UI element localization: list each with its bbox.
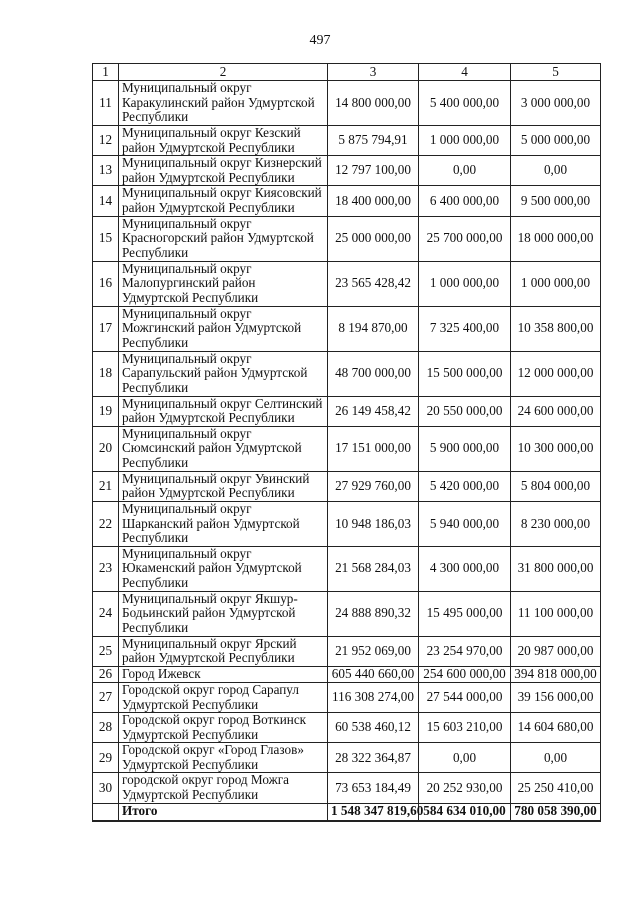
table-row [93, 396, 601, 426]
municipality-name: Муниципальный округ Юкаменский район Удмуртской Республики [119, 546, 328, 591]
row-number: 27 [93, 682, 119, 712]
table-row [93, 743, 601, 773]
amount-col4: 5 400 000,00 [419, 81, 511, 126]
amount-col3: 14 800 000,00 [328, 81, 419, 126]
table-row [93, 216, 601, 261]
amount-col3: 60 538 460,12 [328, 713, 419, 743]
amount-col3: 23 565 428,42 [328, 261, 419, 306]
amount-col3: 28 322 364,87 [328, 743, 419, 773]
amount-col3: 73 653 184,49 [328, 773, 419, 803]
table-row [93, 713, 601, 743]
municipality-name: Муниципальный округ Киясовский район Удмуртской Республики [119, 186, 328, 216]
municipality-name: Муниципальный округ Сюмсинский район Удмуртской Республики [119, 426, 328, 471]
amount-col4: 0,00 [419, 156, 511, 186]
amount-col3: 21 952 069,00 [328, 636, 419, 666]
budget-allocation-table [92, 63, 601, 822]
row-number: 20 [93, 426, 119, 471]
row-number: 25 [93, 636, 119, 666]
total-col5: 780 058 390,00 [511, 803, 601, 821]
amount-col5: 9 500 000,00 [511, 186, 601, 216]
row-number: 14 [93, 186, 119, 216]
row-number: 18 [93, 351, 119, 396]
amount-col5: 39 156 000,00 [511, 682, 601, 712]
total-row [93, 803, 601, 821]
municipality-name: Муниципальный округ Можгинский район Удмуртской Республики [119, 306, 328, 351]
table-row [93, 666, 601, 682]
municipality-name: Городской округ город Воткинск Удмуртской Республики [119, 713, 328, 743]
amount-col5: 10 358 800,00 [511, 306, 601, 351]
amount-col4: 7 325 400,00 [419, 306, 511, 351]
amount-col5: 1 000 000,00 [511, 261, 601, 306]
municipality-name: Муниципальный округ Красногорский район Удмуртской Республики [119, 216, 328, 261]
table-row [93, 261, 601, 306]
column-header-1: 1 [93, 64, 119, 81]
page-number: 497 [309, 33, 331, 48]
amount-col3: 48 700 000,00 [328, 351, 419, 396]
column-header-4: 4 [419, 64, 511, 81]
amount-col5: 8 230 000,00 [511, 501, 601, 546]
total-col4: 584 634 010,00 [419, 803, 511, 821]
amount-col4: 15 603 210,00 [419, 713, 511, 743]
municipality-name: городской округ город Можга Удмуртской Республики [119, 773, 328, 803]
municipality-name: Муниципальный округ Шарканский район Удмуртской Республики [119, 501, 328, 546]
row-number: 13 [93, 156, 119, 186]
row-number: 21 [93, 471, 119, 501]
amount-col4: 20 252 930,00 [419, 773, 511, 803]
amount-col5: 10 300 000,00 [511, 426, 601, 471]
amount-col5: 24 600 000,00 [511, 396, 601, 426]
municipality-name: Городской округ город Сарапул Удмуртской Республики [119, 682, 328, 712]
amount-col4: 5 940 000,00 [419, 501, 511, 546]
amount-col5: 31 800 000,00 [511, 546, 601, 591]
amount-col4: 15 500 000,00 [419, 351, 511, 396]
table-row [93, 426, 601, 471]
amount-col4: 1 000 000,00 [419, 126, 511, 156]
total-number [93, 803, 119, 821]
amount-col5: 5 000 000,00 [511, 126, 601, 156]
row-number: 30 [93, 773, 119, 803]
amount-col5: 12 000 000,00 [511, 351, 601, 396]
table-row [93, 126, 601, 156]
amount-col4: 5 420 000,00 [419, 471, 511, 501]
amount-col3: 17 151 000,00 [328, 426, 419, 471]
amount-col4: 25 700 000,00 [419, 216, 511, 261]
column-header-5: 5 [511, 64, 601, 81]
amount-col5: 5 804 000,00 [511, 471, 601, 501]
amount-col3: 10 948 186,03 [328, 501, 419, 546]
row-number: 28 [93, 713, 119, 743]
amount-col4: 254 600 000,00 [419, 666, 511, 682]
municipality-name: Муниципальный округ Кезский район Удмуртской Республики [119, 126, 328, 156]
amount-col3: 8 194 870,00 [328, 306, 419, 351]
municipality-name: Муниципальный округ Кизнерский район Удмуртской Республики [119, 156, 328, 186]
amount-col5: 3 000 000,00 [511, 81, 601, 126]
table-row [93, 773, 601, 803]
amount-col4: 5 900 000,00 [419, 426, 511, 471]
table-row [93, 306, 601, 351]
municipality-name: Муниципальный округ Малопургинский район Удмуртской Республики [119, 261, 328, 306]
amount-col4: 1 000 000,00 [419, 261, 511, 306]
row-number: 24 [93, 591, 119, 636]
table-row [93, 471, 601, 501]
amount-col4: 4 300 000,00 [419, 546, 511, 591]
amount-col4: 0,00 [419, 743, 511, 773]
row-number: 16 [93, 261, 119, 306]
amount-col3: 25 000 000,00 [328, 216, 419, 261]
municipality-name: Муниципальный округ Каракулинский район Удмуртской Республики [119, 81, 328, 126]
row-number: 12 [93, 126, 119, 156]
amount-col4: 6 400 000,00 [419, 186, 511, 216]
amount-col3: 21 568 284,03 [328, 546, 419, 591]
row-number: 11 [93, 81, 119, 126]
municipality-name: Муниципальный округ Селтинский район Удмуртской Республики [119, 396, 328, 426]
amount-col3: 26 149 458,42 [328, 396, 419, 426]
total-col3: 1 548 347 819,60 [328, 803, 419, 821]
row-number: 17 [93, 306, 119, 351]
table-row [93, 351, 601, 396]
amount-col5: 20 987 000,00 [511, 636, 601, 666]
table-row [93, 501, 601, 546]
amount-col4: 27 544 000,00 [419, 682, 511, 712]
row-number: 15 [93, 216, 119, 261]
amount-col3: 18 400 000,00 [328, 186, 419, 216]
row-number: 26 [93, 666, 119, 682]
amount-col4: 15 495 000,00 [419, 591, 511, 636]
amount-col3: 12 797 100,00 [328, 156, 419, 186]
table-header-row [93, 64, 601, 81]
table-row [93, 682, 601, 712]
amount-col3: 5 875 794,91 [328, 126, 419, 156]
amount-col3: 27 929 760,00 [328, 471, 419, 501]
municipality-name: Муниципальный округ Якшур-Бодьинский район Удмуртской Республики [119, 591, 328, 636]
row-number: 23 [93, 546, 119, 591]
municipality-name: Муниципальный округ Сарапульский район Удмуртской Республики [119, 351, 328, 396]
amount-col5: 18 000 000,00 [511, 216, 601, 261]
column-header-3: 3 [328, 64, 419, 81]
amount-col5: 25 250 410,00 [511, 773, 601, 803]
amount-col3: 116 308 274,00 [328, 682, 419, 712]
amount-col5: 394 818 000,00 [511, 666, 601, 682]
amount-col3: 24 888 890,32 [328, 591, 419, 636]
amount-col5: 11 100 000,00 [511, 591, 601, 636]
municipality-name: Муниципальный округ Увинский район Удмуртской Республики [119, 471, 328, 501]
amount-col4: 20 550 000,00 [419, 396, 511, 426]
row-number: 29 [93, 743, 119, 773]
table-row [93, 81, 601, 126]
table-row [93, 546, 601, 591]
amount-col5: 0,00 [511, 156, 601, 186]
total-label: Итого [119, 803, 328, 821]
column-header-2: 2 [119, 64, 328, 81]
amount-col5: 14 604 680,00 [511, 713, 601, 743]
amount-col3: 605 440 660,00 [328, 666, 419, 682]
amount-col5: 0,00 [511, 743, 601, 773]
municipality-name: Муниципальный округ Ярский район Удмуртской Республики [119, 636, 328, 666]
row-number: 22 [93, 501, 119, 546]
table-row [93, 591, 601, 636]
row-number: 19 [93, 396, 119, 426]
municipality-name: Городской округ «Город Глазов» Удмуртской Республики [119, 743, 328, 773]
amount-col4: 23 254 970,00 [419, 636, 511, 666]
municipality-name: Город Ижевск [119, 666, 328, 682]
table-row [93, 636, 601, 666]
table-row [93, 186, 601, 216]
table-row [93, 156, 601, 186]
